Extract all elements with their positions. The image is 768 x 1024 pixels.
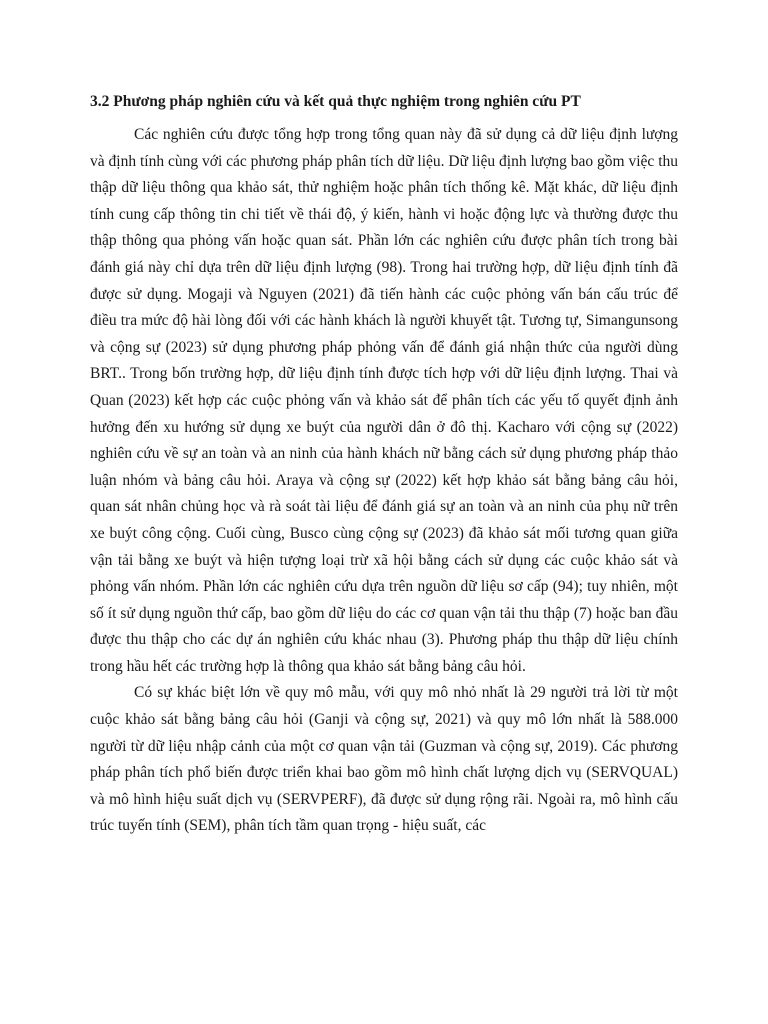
paragraph-2: Có sự khác biệt lớn về quy mô mẫu, với quy mô nhỏ nhất là 29 người trả lời từ một cuộc khảo sát bằng bảng câu hỏi (Ganji và cộng sự, 2021) và quy mô lớn nhất là 588.000 người từ dữ liệu nhập cảnh của một cơ quan vận tải (Guzman và cộng sự, 2019). Các phương pháp phân tích phổ biến được triển khai bao gồm mô hình chất lượng dịch vụ (SERVQUAL) và mô hình hiệu suất dịch vụ (SERVPERF), đã được sử dụng rộng rãi. Ngoài ra, mô hình cấu trúc tuyến tính (SEM), phân tích tầm quan trọng - hiệu suất, các: [90, 684, 678, 835]
document-body: [90, 92, 678, 840]
paragraph-1: Các nghiên cứu được tổng hợp trong tổng quan này đã sử dụng cả dữ liệu định lượng và định tính cùng với các phương pháp phân tích dữ liệu. Dữ liệu định lượng bao gồm việc thu thập dữ liệu thông qua khảo sát, thử nghiệm hoặc phân tích thống kê. Mặt khác, dữ liệu định tính cung cấp thông tin chi tiết về thái độ, ý kiến, hành vi hoặc động lực và thường được thu thập thông qua phỏng vấn hoặc quan sát. Phần lớn các nghiên cứu được phân tích trong bài đánh giá này chỉ dựa trên dữ liệu định lượng (98). Trong hai trường hợp, dữ liệu định tính đã được sử dụng. Mogaji và Nguyen (2021) đã tiến hành các cuộc phỏng vấn bán cấu trúc để điều tra mức độ hài lòng đối với các hành khách là người khuyết tật. Tương tự, Simangunsong và cộng sự (2023) sử dụng phương pháp phỏng vấn để đánh giá nhận thức của người dùng BRT.. Trong bốn trường hợp, dữ liệu định tính được tích hợp với dữ liệu định lượng. Thai và Quan (2023) kết hợp các cuộc phỏng vấn và khảo sát để phân tích các yếu tố quyết định ảnh hưởng đến xu hướng sử dụng xe buýt của người dân ở đô thị. Kacharo với cộng sự (2022) nghiên cứu về sự an toàn và an ninh của hành khách nữ bằng cách sử dụng phương pháp thảo luận nhóm và bảng câu hỏi. Araya và cộng sự (2022) kết hợp khảo sát bằng bảng câu hỏi, quan sát nhân chủng học và rà soát tài liệu để đánh giá sự an toàn và an ninh của phụ nữ trên xe buýt công cộng. Cuối cùng, Busco cùng cộng sự (2023) đã khảo sát mối tương quan giữa vận tải bằng xe buýt và hiện tượng loại trừ xã hội bằng cách sử dụng các cuộc khảo sát và phỏng vấn nhóm. Phần lớn các nghiên cứu dựa trên nguồn dữ liệu sơ cấp (94); tuy nhiên, một số ít sử dụng nguồn thứ cấp, bao gồm dữ liệu do các cơ quan vận tải thu thập (7) hoặc ban đầu được thu thập cho các dự án nghiên cứu khác nhau (3). Phương pháp thu thập dữ liệu chính trong hầu hết các trường hợp là thông qua khảo sát bằng bảng câu hỏi.: [90, 126, 678, 675]
section-heading: 3.2 Phương pháp nghiên cứu và kết quả thực nghiệm trong nghiên cứu PT: [90, 93, 581, 110]
